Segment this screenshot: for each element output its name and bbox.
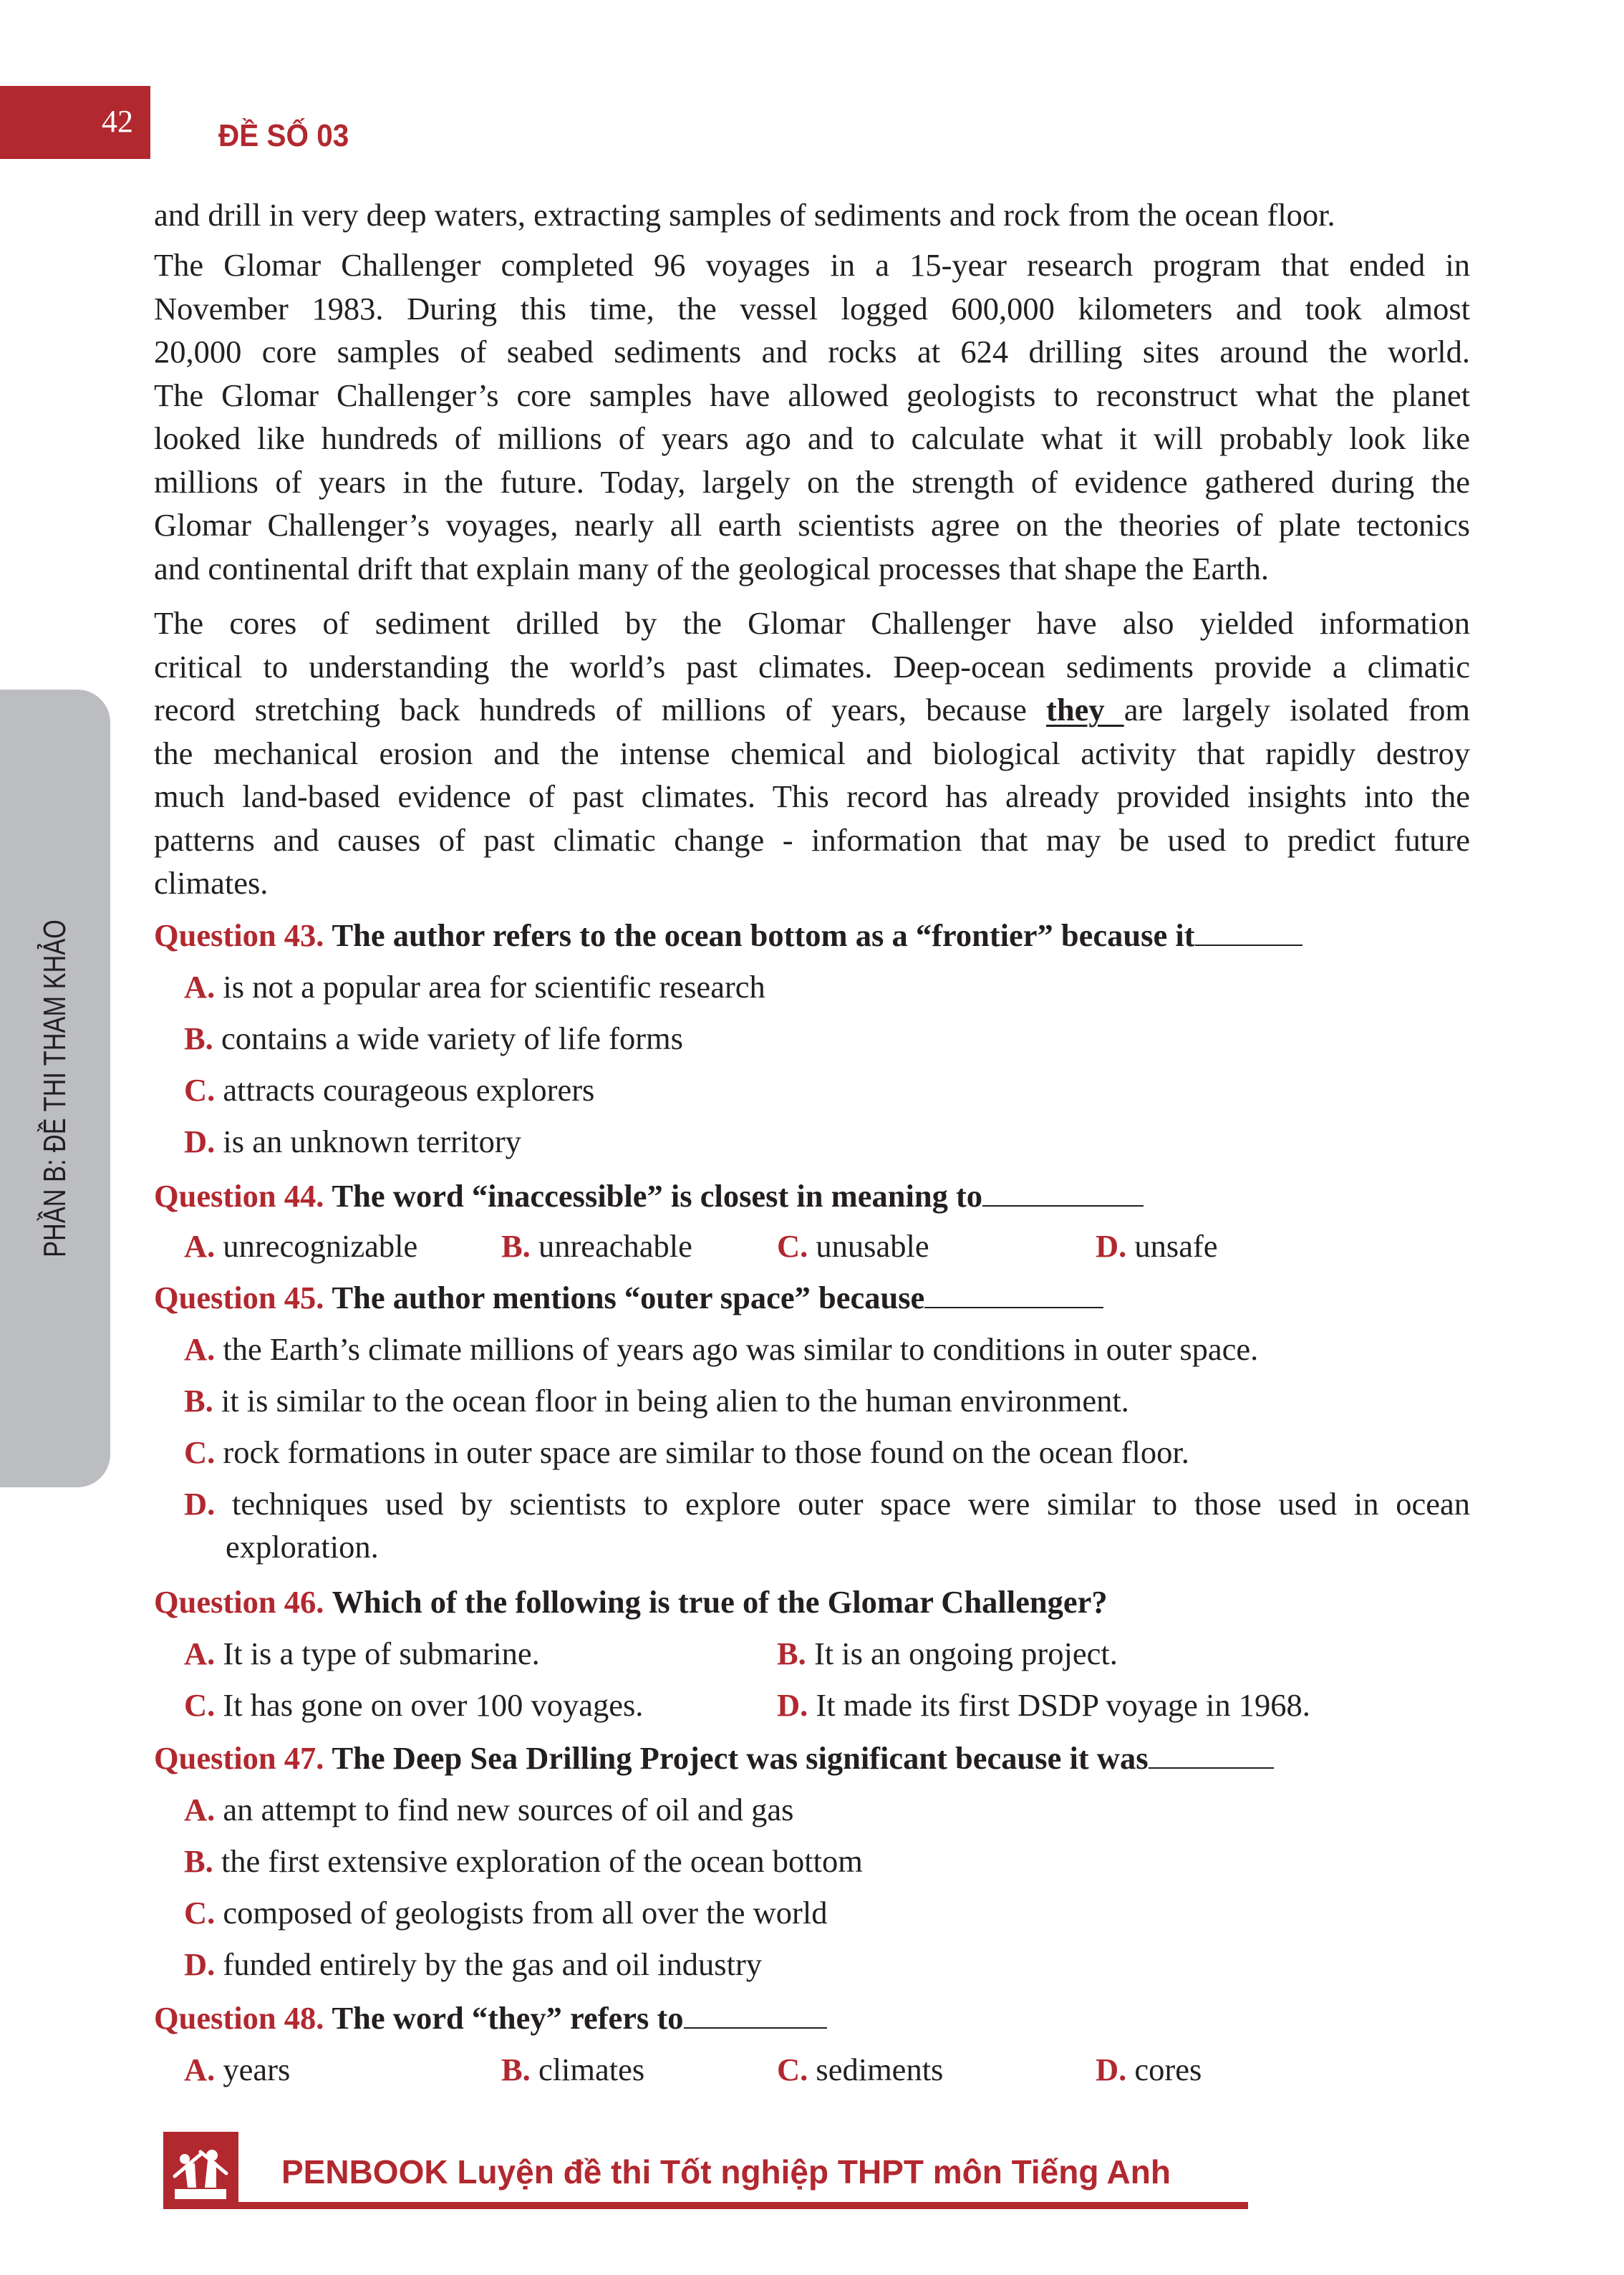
penbook-logo-icon bbox=[163, 2132, 238, 2208]
passage-line: patterns and causes of past climatic change - information that may be used to predict future bbox=[154, 821, 1470, 858]
option-text: years bbox=[223, 2052, 291, 2087]
option-letter: C. bbox=[777, 2052, 808, 2087]
option-47-d[interactable] bbox=[184, 1943, 762, 1986]
option-text: unsafe bbox=[1134, 1228, 1218, 1264]
option-text: It made its first DSDP voyage in 1968. bbox=[816, 1687, 1310, 1723]
question-number: Question 43. bbox=[154, 917, 324, 953]
passage-line: climates. bbox=[154, 865, 269, 901]
answer-blank bbox=[982, 1204, 1144, 1207]
option-44-c[interactable] bbox=[777, 1225, 929, 1267]
option-text: It has gone on over 100 voyages. bbox=[223, 1687, 644, 1723]
option-text: is not a popular area for scientific research bbox=[223, 969, 765, 1005]
option-text: sediments bbox=[816, 2052, 944, 2087]
option-letter: B. bbox=[501, 2052, 531, 2087]
option-45-d[interactable] bbox=[184, 1482, 1470, 1568]
option-text: attracts courageous explorers bbox=[223, 1072, 595, 1108]
option-text: unrecognizable bbox=[223, 1228, 418, 1264]
option-letter: B. bbox=[184, 1383, 213, 1419]
option-letter: D. bbox=[1096, 2052, 1127, 2087]
option-letter: A. bbox=[184, 969, 216, 1005]
option-text: it is similar to the ocean floor in being alien to the human environment. bbox=[221, 1383, 1129, 1419]
option-letter: A. bbox=[184, 2052, 216, 2087]
option-letter: D. bbox=[184, 1124, 216, 1159]
option-letter: C. bbox=[184, 1434, 216, 1470]
option-letter: B. bbox=[501, 1228, 531, 1264]
option-46-a[interactable] bbox=[184, 1632, 540, 1675]
option-letter: A. bbox=[184, 1228, 216, 1264]
passage-line: 20,000 core samples of seabed sediments and rocks at 624 drilling sites around the world. bbox=[154, 334, 1470, 369]
passage-text: record stretching back hundreds of millions of years, because bbox=[154, 692, 1047, 728]
option-45-c[interactable] bbox=[184, 1431, 1189, 1474]
highlighted-word-they: they bbox=[1046, 692, 1124, 728]
question-48 bbox=[154, 1996, 1486, 2039]
option-text: contains a wide variety of life forms bbox=[221, 1020, 683, 1056]
option-letter: C. bbox=[184, 1687, 216, 1723]
option-text: an attempt to find new sources of oil and gas bbox=[223, 1792, 794, 1827]
passage-paragraph-2 bbox=[154, 243, 1470, 590]
option-letter: C. bbox=[777, 1228, 808, 1264]
option-letter: A. bbox=[184, 1331, 216, 1367]
section-side-tab bbox=[0, 690, 110, 1487]
option-43-d[interactable] bbox=[184, 1120, 521, 1163]
option-48-b[interactable] bbox=[501, 2048, 644, 2091]
option-43-c[interactable] bbox=[184, 1068, 594, 1111]
option-text: rock formations in outer space are similar to those found on the ocean floor. bbox=[223, 1434, 1189, 1470]
option-46-d[interactable] bbox=[777, 1684, 1310, 1726]
question-text: The author mentions “outer space” because bbox=[332, 1280, 925, 1315]
question-number: Question 48. bbox=[154, 2000, 324, 2036]
page-number: 42 bbox=[102, 104, 133, 139]
option-text: the first extensive exploration of the ocean bottom bbox=[221, 1843, 863, 1879]
exam-title: ĐỀ SỐ 03 bbox=[218, 118, 349, 153]
option-letter: A. bbox=[184, 1636, 216, 1671]
option-letter: D. bbox=[777, 1687, 808, 1723]
footer-title: PENBOOK Luyện đề thi Tốt nghiệp THPT môn Tiếng Anh bbox=[281, 2153, 1171, 2191]
option-text: composed of geologists from all over the world bbox=[223, 1895, 828, 1931]
question-text: The author refers to the ocean bottom as a “frontier” because it bbox=[332, 917, 1195, 953]
option-47-b[interactable] bbox=[184, 1840, 863, 1883]
question-text: The word “they” refers to bbox=[332, 2000, 684, 2036]
passage-line: Glomar Challenger’s voyages, nearly all earth scientists agree on the theories of plate tectonics bbox=[154, 507, 1470, 543]
question-43 bbox=[154, 914, 1486, 957]
option-letter: A. bbox=[184, 1792, 216, 1827]
question-number: Question 47. bbox=[154, 1740, 324, 1776]
two-figures-icon bbox=[163, 2132, 238, 2208]
option-letter: D. bbox=[184, 1486, 216, 1522]
passage-line: critical to understanding the world’s past climates. Deep-ocean sediments provide a climatic bbox=[154, 648, 1470, 685]
option-45-b[interactable] bbox=[184, 1379, 1129, 1422]
option-text: cores bbox=[1134, 2052, 1202, 2087]
option-text: climates bbox=[538, 2052, 645, 2087]
option-letter: B. bbox=[184, 1843, 213, 1879]
option-44-a[interactable] bbox=[184, 1225, 417, 1267]
passage-line: November 1983. During this time, the vessel logged 600,000 kilometers and took almost bbox=[154, 290, 1470, 327]
option-47-c[interactable] bbox=[184, 1891, 827, 1934]
option-text: funded entirely by the gas and oil industry bbox=[223, 1946, 763, 1982]
option-text: unreachable bbox=[538, 1228, 692, 1264]
question-number: Question 45. bbox=[154, 1280, 324, 1315]
option-46-c[interactable] bbox=[184, 1684, 643, 1726]
option-44-b[interactable] bbox=[501, 1225, 692, 1267]
option-text: the Earth’s climate millions of years ago was similar to conditions in outer space. bbox=[223, 1331, 1259, 1367]
option-45-a[interactable] bbox=[184, 1328, 1258, 1371]
option-letter: B. bbox=[184, 1020, 213, 1056]
option-letter: B. bbox=[777, 1636, 806, 1671]
question-45 bbox=[154, 1276, 1486, 1319]
option-letter: C. bbox=[184, 1895, 216, 1931]
option-48-a[interactable] bbox=[184, 2048, 290, 2091]
answer-blank bbox=[924, 1306, 1103, 1308]
question-text: The word “inaccessible” is closest in meaning to bbox=[332, 1178, 983, 1214]
answer-blank bbox=[684, 2027, 827, 2029]
passage-line: and drill in very deep waters, extracting samples of sediments and rock from the ocean floor. bbox=[154, 197, 1335, 233]
answer-blank bbox=[1195, 944, 1302, 946]
option-48-d[interactable] bbox=[1096, 2048, 1202, 2091]
passage-line: The Glomar Challenger’s core samples have allowed geologists to reconstruct what the planet bbox=[154, 377, 1470, 413]
option-47-a[interactable] bbox=[184, 1788, 793, 1831]
question-47 bbox=[154, 1737, 1486, 1779]
option-43-a[interactable] bbox=[184, 965, 765, 1008]
option-text: unusable bbox=[816, 1228, 929, 1264]
passage-line: much land-based evidence of past climates. This record has already provided insights into the bbox=[154, 778, 1470, 814]
question-number: Question 46. bbox=[154, 1584, 324, 1620]
option-44-d[interactable] bbox=[1096, 1225, 1218, 1267]
answer-blank bbox=[1149, 1767, 1274, 1769]
question-text: Which of the following is true of the Glomar Challenger? bbox=[332, 1584, 1108, 1620]
option-text: techniques used by scientists to explore outer space were similar to those used in ocean bbox=[232, 1486, 1470, 1522]
passage-line: and continental drift that explain many of the geological processes that shape the Earth. bbox=[154, 550, 1269, 586]
option-text: is an unknown territory bbox=[223, 1124, 521, 1159]
question-44 bbox=[154, 1174, 1486, 1217]
option-43-b[interactable] bbox=[184, 1017, 683, 1060]
question-number: Question 44. bbox=[154, 1178, 324, 1214]
option-text: It is an ongoing project. bbox=[813, 1636, 1118, 1671]
passage-line: millions of years in the future. Today, largely on the strength of evidence gathered during the bbox=[154, 463, 1470, 500]
option-48-c[interactable] bbox=[777, 2048, 943, 2091]
option-text: It is a type of submarine. bbox=[223, 1636, 540, 1671]
section-side-tab-label: PHẦN B: ĐỀ THI THAM KHẢO bbox=[37, 919, 72, 1257]
option-letter: D. bbox=[184, 1946, 216, 1982]
footer-divider bbox=[163, 2202, 1248, 2209]
option-46-b[interactable] bbox=[777, 1632, 1118, 1675]
question-46 bbox=[154, 1580, 1486, 1623]
question-text: The Deep Sea Drilling Project was significant because it was bbox=[332, 1740, 1149, 1776]
option-text-continuation: exploration. bbox=[226, 1529, 379, 1565]
passage-line: the mechanical erosion and the intense chemical and biological activity that rapidly destroy bbox=[154, 735, 1470, 771]
passage-line: The Glomar Challenger completed 96 voyages in a 15-year research program that ended in bbox=[154, 247, 1470, 283]
page-number-box bbox=[0, 86, 150, 159]
passage-paragraph-1 bbox=[154, 193, 1470, 237]
passage-line: The cores of sediment drilled by the Glomar Challenger have also yielded information bbox=[154, 605, 1470, 641]
option-letter: C. bbox=[184, 1072, 216, 1108]
option-letter: D. bbox=[1096, 1228, 1127, 1264]
passage-text: are largely isolated from bbox=[1123, 692, 1470, 728]
passage-line: looked like hundreds of millions of years ago and to calculate what it will probably look like bbox=[154, 420, 1470, 456]
passage-line-with-reference bbox=[154, 688, 1470, 732]
passage-paragraph-3 bbox=[154, 602, 1470, 905]
